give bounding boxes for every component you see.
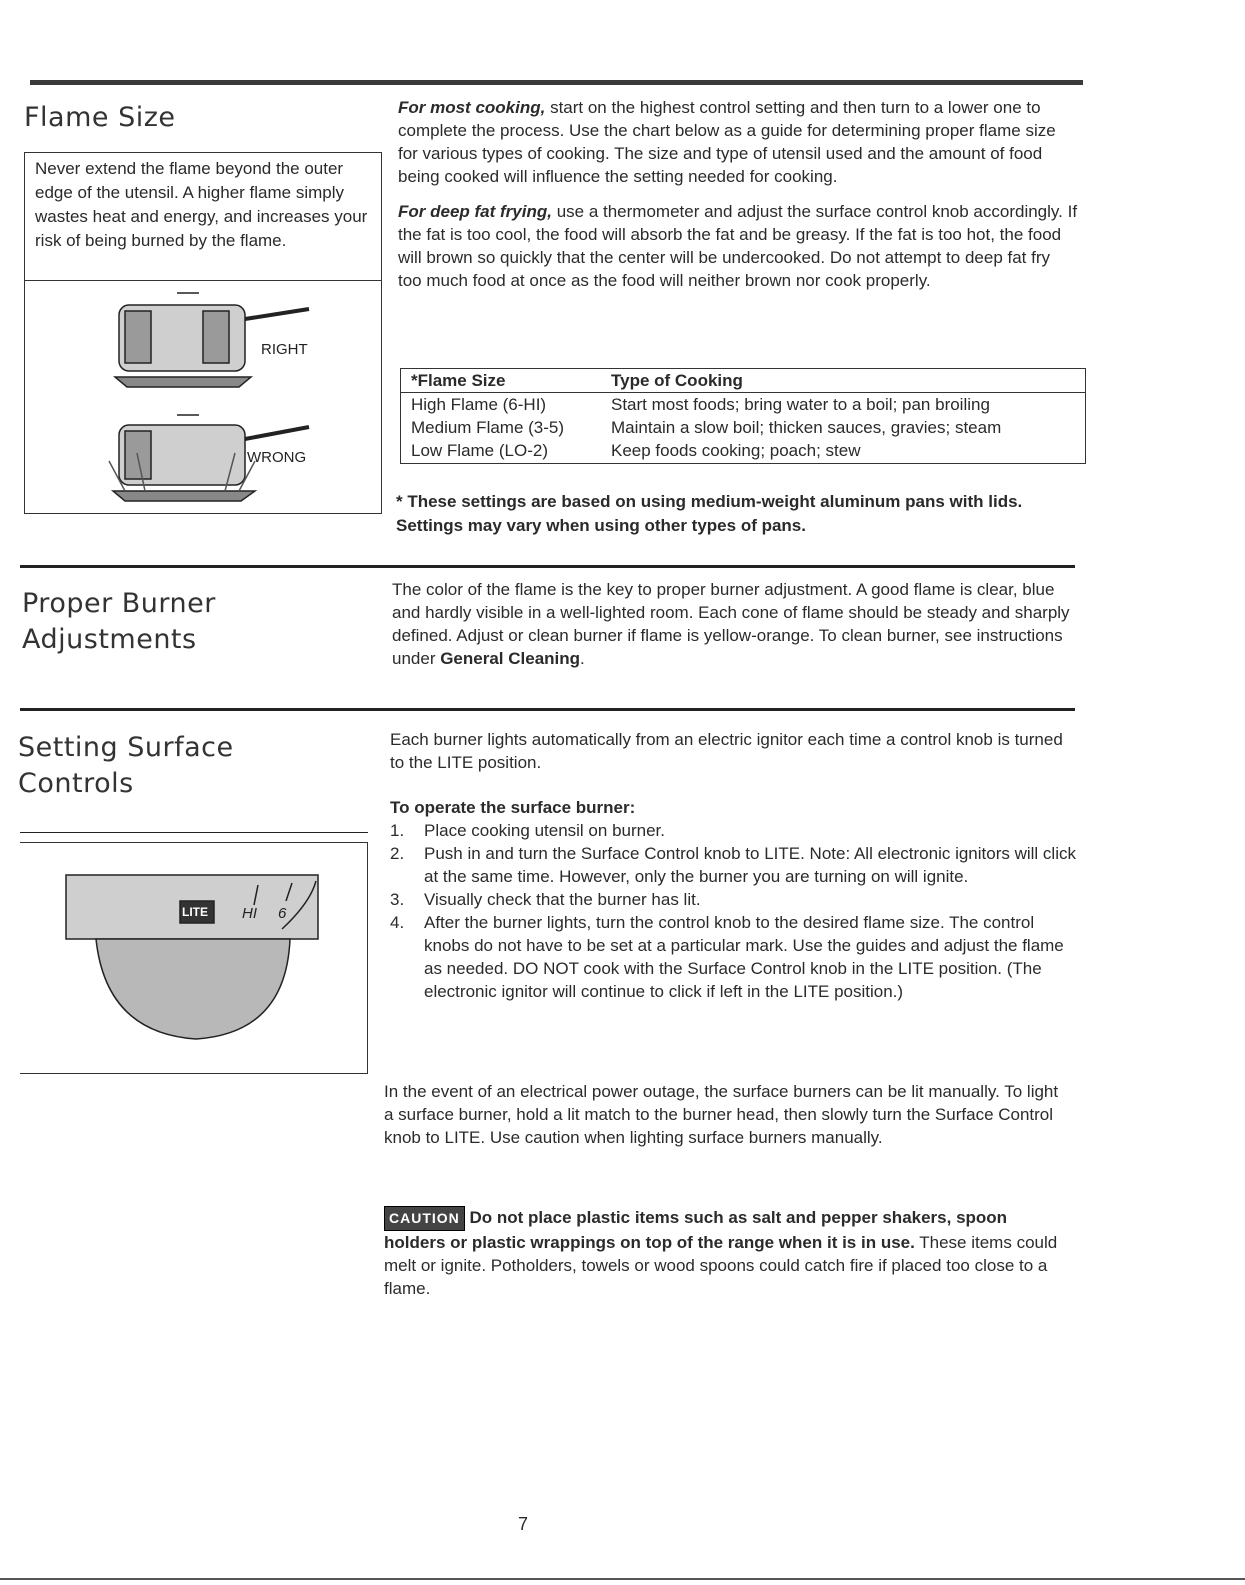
caution-paragraph: CAUTION Do not place plastic items such as salt and pepper shakers, spoon holders or plastic wrappings on top of the range when it is in use. These items could melt or ignite. Potholders, towels or wood spoons could catch fire if placed too close to a flame.: [384, 1208, 1058, 1298]
table-header: *Flame Size Type of Cooking: [401, 369, 1085, 393]
burner-adjustments-heading: Proper Burner Adjustments: [22, 588, 216, 655]
illustration-top-rule: [20, 832, 368, 833]
general-cleaning-link[interactable]: General Cleaning: [440, 649, 581, 668]
list-item: 2. Push in and turn the Surface Control knob to LITE. Note: All electronic ignitors will click at the same time. However, only the burner you are turning on will ignite.: [390, 844, 1076, 886]
flame-size-table: [400, 368, 1086, 464]
section-rule: [20, 708, 1075, 711]
flame-size-body: [398, 96, 1078, 292]
list-item: 3. Visually check that the burner has lit.: [390, 890, 701, 909]
table-row: Low Flame (LO-2) Keep foods cooking; poach; stew: [411, 441, 861, 460]
section-rule: [20, 565, 1075, 568]
knob-lite-label: LITE: [182, 905, 208, 919]
knob-illustration-box: [20, 842, 368, 1074]
page-number: 7: [518, 1514, 529, 1534]
surface-intro: Each burner lights automatically from an electric ignitor each time a control knob is turned to the LITE position.: [390, 730, 1063, 772]
surface-controls-body: [390, 728, 1078, 1003]
flame-note-text: Never extend the flame beyond the outer edge of the utensil. A higher flame simply wastes heat and energy, and increases your risk of being burned by the flame.: [25, 153, 381, 281]
steps-heading: To operate the surface burner:: [390, 798, 636, 817]
list-item: 4. After the burner lights, turn the control knob to the desired flame size. The control knobs do not have to be set at a particular mark. Use the guides and adjust the flame as needed. DO NOT cook with the Surface Control knob in the LITE position. (The electronic ignitor will continue to click if left in the LITE position.): [390, 913, 1064, 1001]
caution-badge: CAUTION: [384, 1206, 465, 1231]
bottom-rule: [0, 1578, 1245, 1580]
deep-fry-paragraph: For deep fat frying, use a thermometer and adjust the surface control knob accordingly. If the fat is too cool, the food will absorb the fat and be greasy. If the fat is too hot, the food will brown so quickly that the center will be undercooked. Do not attempt to deep fat fry too much food at once as the food will neither brown nor cook properly.: [398, 202, 1078, 290]
list-item: 1. Place cooking utensil on burner.: [390, 821, 665, 840]
knob-six-label: 6: [278, 905, 287, 922]
burner-adjustments-text: The color of the flame is the key to proper burner adjustment. A good flame is clear, blue and hardly visible in a well-lighted room. Each cone of flame should be steady and sharply defined. Adjust or clean burner if flame is yellow-orange. To clean burner, see instructions under General Cleaning.: [392, 580, 1070, 668]
pan-right-illustration: [25, 281, 381, 513]
top-rule: [30, 80, 1083, 85]
knob-hi-label: HI: [242, 905, 257, 922]
flame-size-heading: Flame Size: [24, 102, 176, 133]
power-outage-paragraph: In the event of an electrical power outage, the surface burners can be lit manually. To light a surface burner, hold a lit match to the burner head, then slowly turn the Surface Control knob to LITE. Use caution when lighting surface burners manually.: [384, 1082, 1059, 1147]
most-cooking-paragraph: For most cooking, start on the highest control setting and then turn to a lower one to complete the process. Use the chart below as a guide for determining proper flame size for various types of cooking. The size and type of utensil used and the amount of food being cooked will influence the setting needed for cooking.: [398, 98, 1056, 186]
control-knob-illustration: [20, 843, 366, 1073]
steps-list: [390, 819, 1078, 1003]
wrong-label: WRONG: [247, 449, 307, 466]
table-footnote: * These settings are based on using medium-weight aluminum pans with lids. Settings may vary when using other types of pans.: [396, 492, 1023, 535]
surface-controls-heading: Setting Surface Controls: [18, 732, 234, 799]
table-row: Medium Flame (3-5) Maintain a slow boil; thicken sauces, gravies; steam: [411, 418, 1002, 437]
flame-note-box: [24, 152, 382, 514]
table-row: High Flame (6-HI) Start most foods; bring water to a boil; pan broiling: [411, 395, 990, 414]
right-label: RIGHT: [261, 341, 308, 358]
